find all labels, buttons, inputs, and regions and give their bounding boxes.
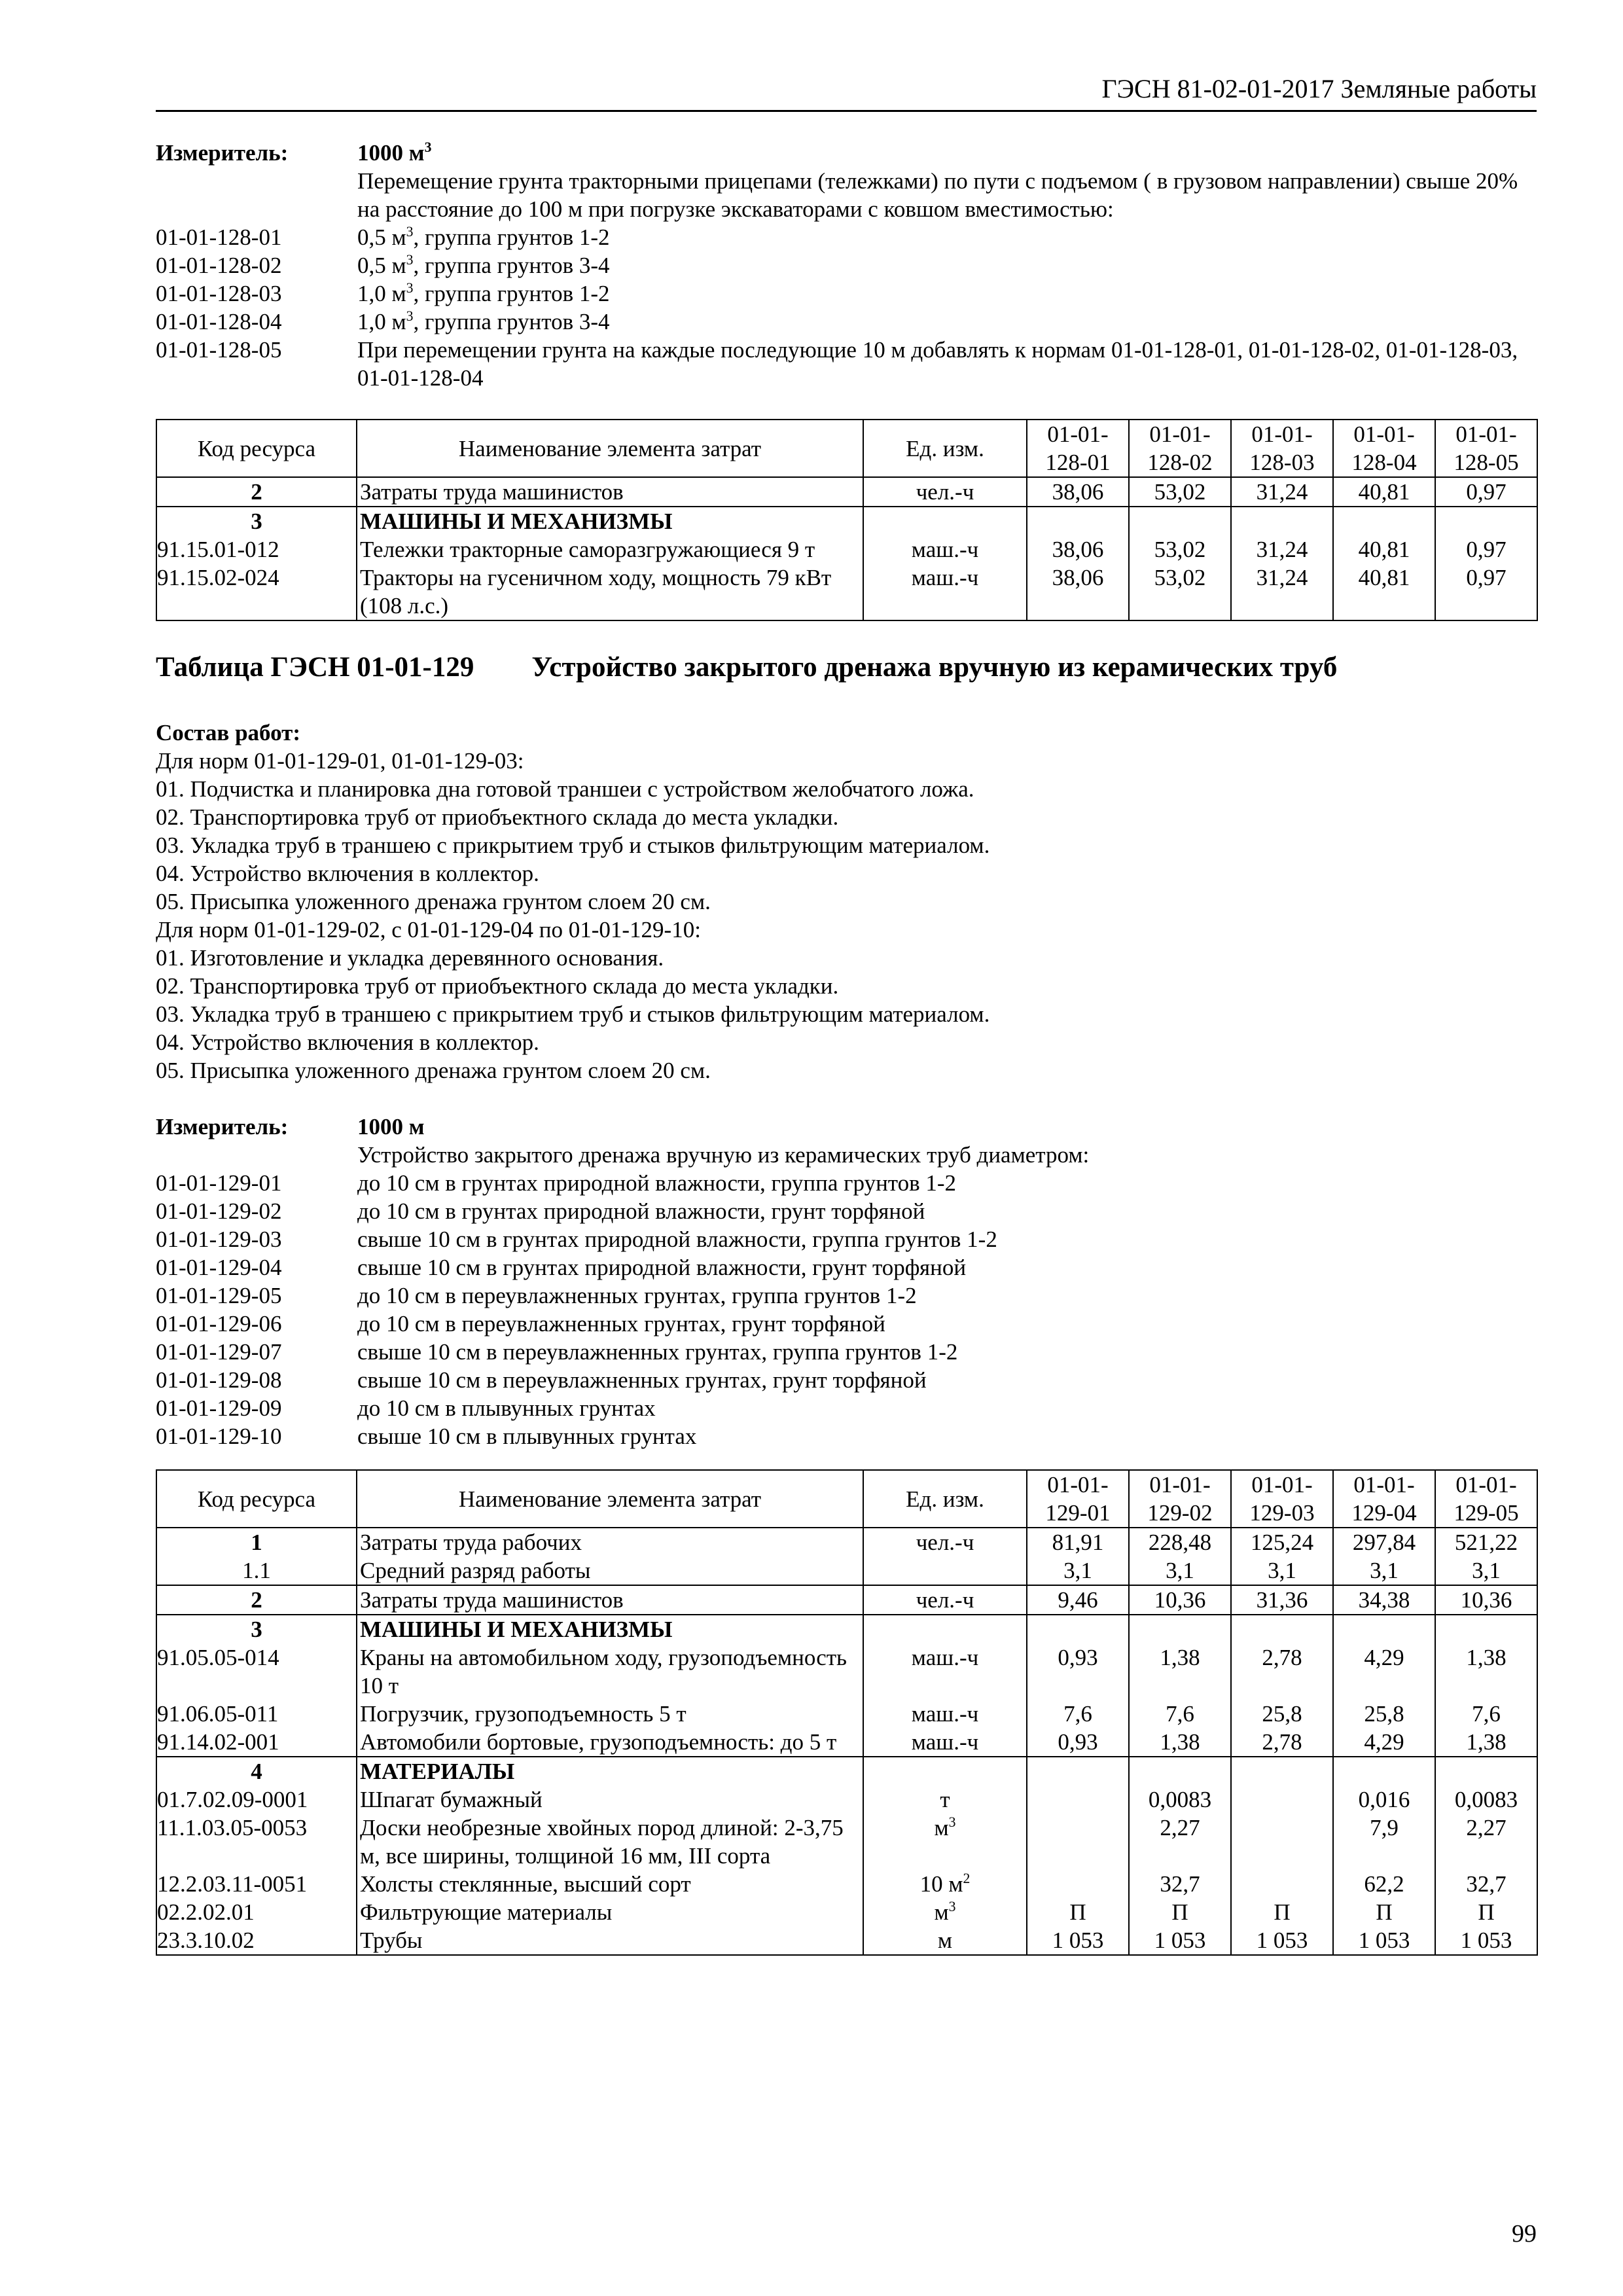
cell-value: [1027, 1785, 1129, 1814]
works-item: 04. Устройство включения в коллектор.: [156, 1030, 539, 1055]
header-unit: Ед. изм.: [863, 420, 1027, 477]
cell-code: 3: [156, 507, 357, 535]
measure-block-1: [156, 139, 1537, 392]
cell-name: Затраты труда машинистов: [357, 477, 863, 507]
norm-text: свыше 10 см в грунтах природной влажности, группа грунтов 1-2: [357, 1227, 997, 1252]
cell-value: 1,38: [1435, 1728, 1537, 1757]
cell-unit: маш.-ч: [863, 1728, 1027, 1757]
cell-unit: м: [863, 1926, 1027, 1955]
table-row: [156, 1814, 1537, 1870]
cell-value: 7,6: [1129, 1700, 1231, 1728]
header-unit: Ед. изм.: [863, 1470, 1027, 1528]
header-name: Наименование элемента затрат: [357, 420, 863, 477]
norm-text: до 10 см в грунтах природной влажности, группа грунтов 1-2: [357, 1170, 957, 1196]
cell-value: П: [1129, 1898, 1231, 1926]
cell-name: Холсты стеклянные, высший сорт: [357, 1870, 863, 1898]
cell-value: 2,27: [1435, 1814, 1537, 1870]
cell-value: 4,29: [1333, 1643, 1435, 1700]
cell-name: Затраты труда машинистов: [357, 1585, 863, 1615]
cell-value: [1027, 1870, 1129, 1898]
cell-value: 32,7: [1435, 1870, 1537, 1898]
cell-unit: маш.-ч: [863, 1700, 1027, 1728]
cell-value: 3,1: [1129, 1556, 1231, 1585]
header-norm: 01-01-128-05: [1435, 420, 1537, 477]
norm-code: 01-01-129-01: [156, 1170, 282, 1196]
cell-name: МАТЕРИАЛЫ: [357, 1757, 863, 1785]
cell-value: 7,6: [1435, 1700, 1537, 1728]
header-norm: 01-01-128-04: [1333, 420, 1435, 477]
cell-code: 2: [156, 477, 357, 507]
cell-value: 38,06: [1027, 535, 1129, 564]
measure-description: Устройство закрытого дренажа вручную из керамических труб диаметром:: [357, 1142, 1090, 1168]
norm-text: до 10 см в переувлажненных грунтах, грунт торфяной: [357, 1311, 885, 1336]
cell-value: П: [1333, 1898, 1435, 1926]
cell-value: 3,1: [1027, 1556, 1129, 1585]
header-code: Код ресурса: [156, 1470, 357, 1528]
works-composition: [156, 719, 1537, 1085]
cell-unit: маш.-ч: [863, 1643, 1027, 1700]
header-norm: 01-01-128-02: [1129, 420, 1231, 477]
cell-value: 0,97: [1435, 564, 1537, 620]
page-number: 99: [1512, 2220, 1537, 2248]
table-heading: Устройство закрытого дренажа вручную из керамических труб: [531, 652, 1338, 683]
works-item: Для норм 01-01-129-02, с 01-01-129-04 по 01-01-129-10:: [156, 917, 701, 942]
resource-table-1: [156, 419, 1538, 621]
table-row: [156, 507, 1537, 535]
running-header: ГЭСН 81-02-01-2017 Земляные работы: [156, 73, 1537, 112]
norm-text: до 10 см в грунтах природной влажности, грунт торфяной: [357, 1198, 925, 1224]
table-row: [156, 1728, 1537, 1757]
cell-value: 2,78: [1231, 1728, 1333, 1757]
cell-value: 521,22: [1435, 1528, 1537, 1556]
cell-value: 1 053: [1231, 1926, 1333, 1955]
cell-value: 7,9: [1333, 1814, 1435, 1870]
cell-value: 25,8: [1231, 1700, 1333, 1728]
header-norm: 01-01-129-02: [1129, 1470, 1231, 1528]
cell-value: 1,38: [1129, 1643, 1231, 1700]
cell-value: [1231, 1785, 1333, 1814]
cell-value: 40,81: [1333, 564, 1435, 620]
works-item: 02. Транспортировка труб от приобъектного склада до места укладки.: [156, 804, 839, 830]
cell-name: Автомобили бортовые, грузоподъемность: до 5 т: [357, 1728, 863, 1757]
header-norm: 01-01-128-01: [1027, 420, 1129, 477]
table-row: [156, 1926, 1537, 1955]
cell-code: 11.1.03.05-0053: [156, 1814, 357, 1870]
norm-text: до 10 см в плывунных грунтах: [357, 1395, 656, 1421]
table-row: [156, 1700, 1537, 1728]
table-number: Таблица ГЭСН 01-01-129: [156, 652, 474, 683]
table-row: [156, 1615, 1537, 1643]
cell-code: 12.2.03.11-0051: [156, 1870, 357, 1898]
header-code: Код ресурса: [156, 420, 357, 477]
norm-text: 1,0 $м^3$, группа грунтов 3-4: [357, 308, 610, 334]
cell-unit: $м^3$: [863, 1898, 1027, 1926]
cell-value: П: [1027, 1898, 1129, 1926]
table-row: [156, 1585, 1537, 1615]
cell-value: 0,0083: [1129, 1785, 1231, 1814]
cell-value: 2,27: [1129, 1814, 1231, 1870]
cell-unit: $м^3$: [863, 1814, 1027, 1870]
cell-name: Средний разряд работы: [357, 1556, 863, 1585]
works-item: 03. Укладка труб в траншею с прикрытием труб и стыков фильтрующим материалом.: [156, 833, 990, 858]
cell-value: 32,7: [1129, 1870, 1231, 1898]
norm-code: 01-01-129-02: [156, 1198, 282, 1224]
norm-code: 01-01-129-06: [156, 1311, 282, 1336]
cell-name: МАШИНЫ И МЕХАНИЗМЫ: [357, 507, 863, 535]
cell-value: П: [1231, 1898, 1333, 1926]
header-norm: 01-01-128-03: [1231, 420, 1333, 477]
header-norm: 01-01-129-05: [1435, 1470, 1537, 1528]
cell-value: 0,97: [1435, 477, 1537, 507]
cell-value: 31,24: [1231, 564, 1333, 620]
cell-value: 31,24: [1231, 477, 1333, 507]
cell-value: 62,2: [1333, 1870, 1435, 1898]
works-item: 02. Транспортировка труб от приобъектного склада до места укладки.: [156, 973, 839, 999]
cell-unit: маш.-ч: [863, 535, 1027, 564]
cell-value: 3,1: [1231, 1556, 1333, 1585]
header-norm: 01-01-129-03: [1231, 1470, 1333, 1528]
cell-value: 53,02: [1129, 564, 1231, 620]
cell-code: 23.3.10.02: [156, 1926, 357, 1955]
cell-value: [1231, 1814, 1333, 1870]
cell-name: МАШИНЫ И МЕХАНИЗМЫ: [357, 1615, 863, 1643]
cell-value: 2,78: [1231, 1643, 1333, 1700]
resource-table-2: [156, 1469, 1538, 1956]
cell-code: 1.1: [156, 1556, 357, 1585]
cell-name: Шпагат бумажный: [357, 1785, 863, 1814]
cell-unit: чел.-ч: [863, 1528, 1027, 1556]
cell-value: 125,24: [1231, 1528, 1333, 1556]
table-title: [156, 648, 1337, 687]
works-item: 04. Устройство включения в коллектор.: [156, 861, 539, 886]
cell-value: 38,06: [1027, 477, 1129, 507]
cell-value: 0,93: [1027, 1728, 1129, 1757]
cell-name: Погрузчик, грузоподъемность 5 т: [357, 1700, 863, 1728]
table-row: [156, 535, 1537, 564]
cell-value: 3,1: [1333, 1556, 1435, 1585]
norm-code: 01-01-129-08: [156, 1367, 282, 1393]
table-row: [156, 477, 1537, 507]
cell-value: 38,06: [1027, 564, 1129, 620]
norm-text: При перемещении грунта на каждые последующие 10 м добавлять к нормам 01-01-128-01, 01-01-128-02, 01-01-128-03, 01-01-128-04: [357, 337, 1518, 391]
works-item: 05. Присыпка уложенного дренажа грунтом слоем 20 см.: [156, 889, 711, 914]
cell-value: [1231, 1870, 1333, 1898]
norm-text: 1,0 $м^3$, группа грунтов 1-2: [357, 279, 610, 306]
cell-unit: т: [863, 1785, 1027, 1814]
norm-code: 01-01-128-04: [156, 309, 282, 334]
cell-unit: маш.-ч: [863, 564, 1027, 620]
table-row: [156, 1643, 1537, 1700]
norm-code: 01-01-128-05: [156, 337, 282, 363]
cell-code: 91.05.05-014: [156, 1643, 357, 1700]
table-row: [156, 1785, 1537, 1814]
norm-code: 01-01-129-10: [156, 1424, 282, 1449]
norm-text: до 10 см в переувлажненных грунтах, группа грунтов 1-2: [357, 1283, 917, 1308]
cell-name: Затраты труда рабочих: [357, 1528, 863, 1556]
cell-value: 34,38: [1333, 1585, 1435, 1615]
cell-value: 0,93: [1027, 1643, 1129, 1700]
norm-code: 01-01-128-01: [156, 224, 282, 250]
cell-unit: [863, 1556, 1027, 1585]
cell-value: П: [1435, 1898, 1537, 1926]
measure-label: Измеритель:: [156, 1114, 289, 1139]
measure-unit: 1000 $м^3$: [357, 139, 432, 166]
cell-value: 1 053: [1027, 1926, 1129, 1955]
measure-block-2: [156, 1113, 1537, 1450]
cell-value: 25,8: [1333, 1700, 1435, 1728]
cell-value: 81,91: [1027, 1528, 1129, 1556]
cell-code: 4: [156, 1757, 357, 1785]
cell-value: [1027, 1814, 1129, 1870]
cell-value: 10,36: [1129, 1585, 1231, 1615]
table-row: [156, 1870, 1537, 1898]
measure-label: Измеритель:: [156, 140, 289, 166]
cell-value: 9,46: [1027, 1585, 1129, 1615]
cell-value: 7,6: [1027, 1700, 1129, 1728]
cell-code: 91.06.05-011: [156, 1700, 357, 1728]
norm-code: 01-01-129-04: [156, 1255, 282, 1280]
cell-code: 91.15.01-012: [156, 535, 357, 564]
cell-code: 91.15.02-024: [156, 564, 357, 620]
norm-text: 0,5 $м^3$, группа грунтов 1-2: [357, 223, 610, 250]
table-row: [156, 1898, 1537, 1926]
measure-unit: 1000 м: [357, 1114, 425, 1139]
cell-value: 40,81: [1333, 535, 1435, 564]
norm-text: свыше 10 см в переувлажненных грунтах, группа грунтов 1-2: [357, 1339, 958, 1365]
header-name: Наименование элемента затрат: [357, 1470, 863, 1528]
cell-name: Тракторы на гусеничном ходу, мощность 79 кВт (108 л.с.): [357, 564, 863, 620]
works-item: 03. Укладка труб в траншею с прикрытием труб и стыков фильтрующим материалом.: [156, 1001, 990, 1027]
cell-value: 4,29: [1333, 1728, 1435, 1757]
cell-code: 02.2.02.01: [156, 1898, 357, 1926]
cell-unit: чел.-ч: [863, 1585, 1027, 1615]
cell-name: Краны на автомобильном ходу, грузоподъемность 10 т: [357, 1643, 863, 1700]
cell-name: Доски необрезные хвойных пород длиной: 2-3,75 м, все ширины, толщиной 16 мм, III сорта: [357, 1814, 863, 1870]
cell-unit: чел.-ч: [863, 477, 1027, 507]
cell-value: 31,36: [1231, 1585, 1333, 1615]
cell-value: 1 053: [1129, 1926, 1231, 1955]
header-norm: 01-01-129-04: [1333, 1470, 1435, 1528]
cell-value: 10,36: [1435, 1585, 1537, 1615]
works-item: 05. Присыпка уложенного дренажа грунтом слоем 20 см.: [156, 1058, 711, 1083]
cell-value: 1 053: [1333, 1926, 1435, 1955]
header-norm: 01-01-129-01: [1027, 1470, 1129, 1528]
cell-value: 0,97: [1435, 535, 1537, 564]
cell-value: 40,81: [1333, 477, 1435, 507]
norm-code: 01-01-129-07: [156, 1339, 282, 1365]
norm-text: свыше 10 см в плывунных грунтах: [357, 1424, 697, 1449]
cell-name: Фильтрующие материалы: [357, 1898, 863, 1926]
cell-name: Трубы: [357, 1926, 863, 1955]
norm-text: свыше 10 см в грунтах природной влажности, грунт торфяной: [357, 1255, 967, 1280]
table-row: [156, 1556, 1537, 1585]
cell-name: Тележки тракторные саморазгружающиеся 9 т: [357, 535, 863, 564]
table-row: [156, 1528, 1537, 1556]
norm-text: свыше 10 см в переувлажненных грунтах, грунт торфяной: [357, 1367, 927, 1393]
cell-unit: 10 $м^2$: [863, 1870, 1027, 1898]
cell-value: 53,02: [1129, 477, 1231, 507]
norm-code: 01-01-129-03: [156, 1227, 282, 1252]
cell-value: 3,1: [1435, 1556, 1537, 1585]
works-item: Для норм 01-01-129-01, 01-01-129-03:: [156, 748, 524, 774]
norm-code: 01-01-129-05: [156, 1283, 282, 1308]
table-row: [156, 564, 1537, 620]
cell-code: 1: [156, 1528, 357, 1556]
cell-value: 0,016: [1333, 1785, 1435, 1814]
cell-value: 1 053: [1435, 1926, 1537, 1955]
cell-code: 3: [156, 1615, 357, 1643]
cell-code: 91.14.02-001: [156, 1728, 357, 1757]
norm-code: 01-01-128-02: [156, 253, 282, 278]
cell-code: 01.7.02.09-0001: [156, 1785, 357, 1814]
cell-value: 1,38: [1435, 1643, 1537, 1700]
works-title: Состав работ:: [156, 720, 300, 745]
cell-value: 31,24: [1231, 535, 1333, 564]
cell-value: 0,0083: [1435, 1785, 1537, 1814]
table-row: [156, 1757, 1537, 1785]
norm-code: 01-01-128-03: [156, 281, 282, 306]
cell-value: 53,02: [1129, 535, 1231, 564]
cell-code: 2: [156, 1585, 357, 1615]
norm-code: 01-01-129-09: [156, 1395, 282, 1421]
norm-text: 0,5 $м^3$, группа грунтов 3-4: [357, 251, 610, 278]
works-item: 01. Подчистка и планировка дна готовой траншеи с устройством желобчатого ложа.: [156, 776, 974, 802]
measure-description: Перемещение грунта тракторными прицепами (тележками) по пути с подъемом ( в грузовом направлении) свыше 20% на расстояние до 100 м при погрузке экскаваторами с ковшом вместимостью:: [357, 168, 1518, 222]
works-item: 01. Изготовление и укладка деревянного основания.: [156, 945, 664, 971]
cell-value: 297,84: [1333, 1528, 1435, 1556]
cell-value: 228,48: [1129, 1528, 1231, 1556]
cell-value: 1,38: [1129, 1728, 1231, 1757]
